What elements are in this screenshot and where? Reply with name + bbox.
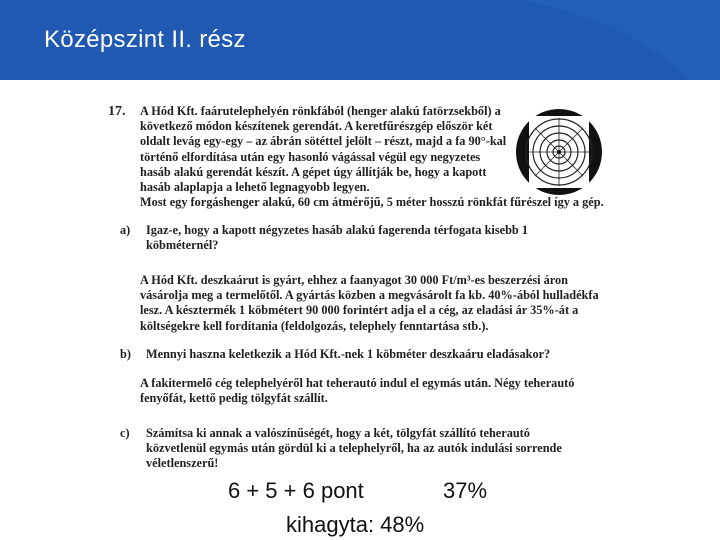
- question-c: [120, 426, 586, 472]
- question-a: [120, 223, 586, 253]
- question-b-label: b): [120, 347, 131, 361]
- paragraph-teherauto: A fakitermelő cég telephelyéről hat teherautó indul el egymás után. Négy teherautó fenyőfát, kettő pedig tölgyfát szállít.: [140, 376, 575, 406]
- question-a-text: Igaz-e, hogy a kapott négyzetes hasáb alakú fagerenda térfogata kisebb 1 köbméternél?: [146, 223, 528, 253]
- question-a-label: a): [120, 223, 131, 237]
- percent-text: 37%: [443, 478, 488, 503]
- question-b: [120, 347, 586, 362]
- paragraph-deszkaaru: A Hód Kft. deszkaárut is gyárt, ehhez a faanyagot 30 000 Ft/m³-es beszerzési áron vásárolja meg a termelőtől. A gyártás közben a megvásárolt fa kb. 40%-ából hulladékfa lesz. A késztermék 1 köbmétert 90 000 forintért adja el a cég, az eladási ár 35%-át a költségekre kell fordítania (feldolgozás, telephely fenntartása stb.).: [140, 273, 599, 333]
- slide-header: [0, 0, 720, 80]
- question-b-text: Mennyi haszna keletkezik a Hód Kft.-nek 1 köbméter deszkaáru eladásakor?: [146, 347, 551, 361]
- problem-intro-last: Most egy forgáshenger alakú, 60 cm átmérőjű, 5 méter hosszú rönkfát fűrészel így a gép.: [140, 195, 604, 209]
- skipped-text: kihagyta: 48%: [286, 512, 425, 537]
- problem-number: 17.: [108, 104, 126, 119]
- question-c-text: Számítsa ki annak a valószínűségét, hogy a két, tölgyfát szállító teherautó közvetlenül egymás után gördül ki a telephelyről, ha az autók indulási sorrende véletlenszerű!: [146, 426, 562, 471]
- slide-title: Középszint II. rész: [44, 26, 246, 53]
- question-c-label: c): [120, 426, 130, 440]
- problem-intro: A Hód Kft. faárutelephelyén rönkfából (henger alakú fatörzsekből) a következő módon készítenek gerendát. A keretfűrészgép először két oldalt levág egy-egy – az ábrán sötéttel jelölt – részt, majd a fa 90°-kal történő elfordítása után egy hasonló vágással végül egy negyzetes hasáb alakú gerendát készít. A gépet úgy állítják be, hogy a kapott hasáb alaplapja a lehető legnagyobb legyen.: [140, 104, 507, 195]
- log-cross-section-figure: [513, 106, 605, 198]
- points-text: 6 + 5 + 6 pont: [228, 478, 364, 503]
